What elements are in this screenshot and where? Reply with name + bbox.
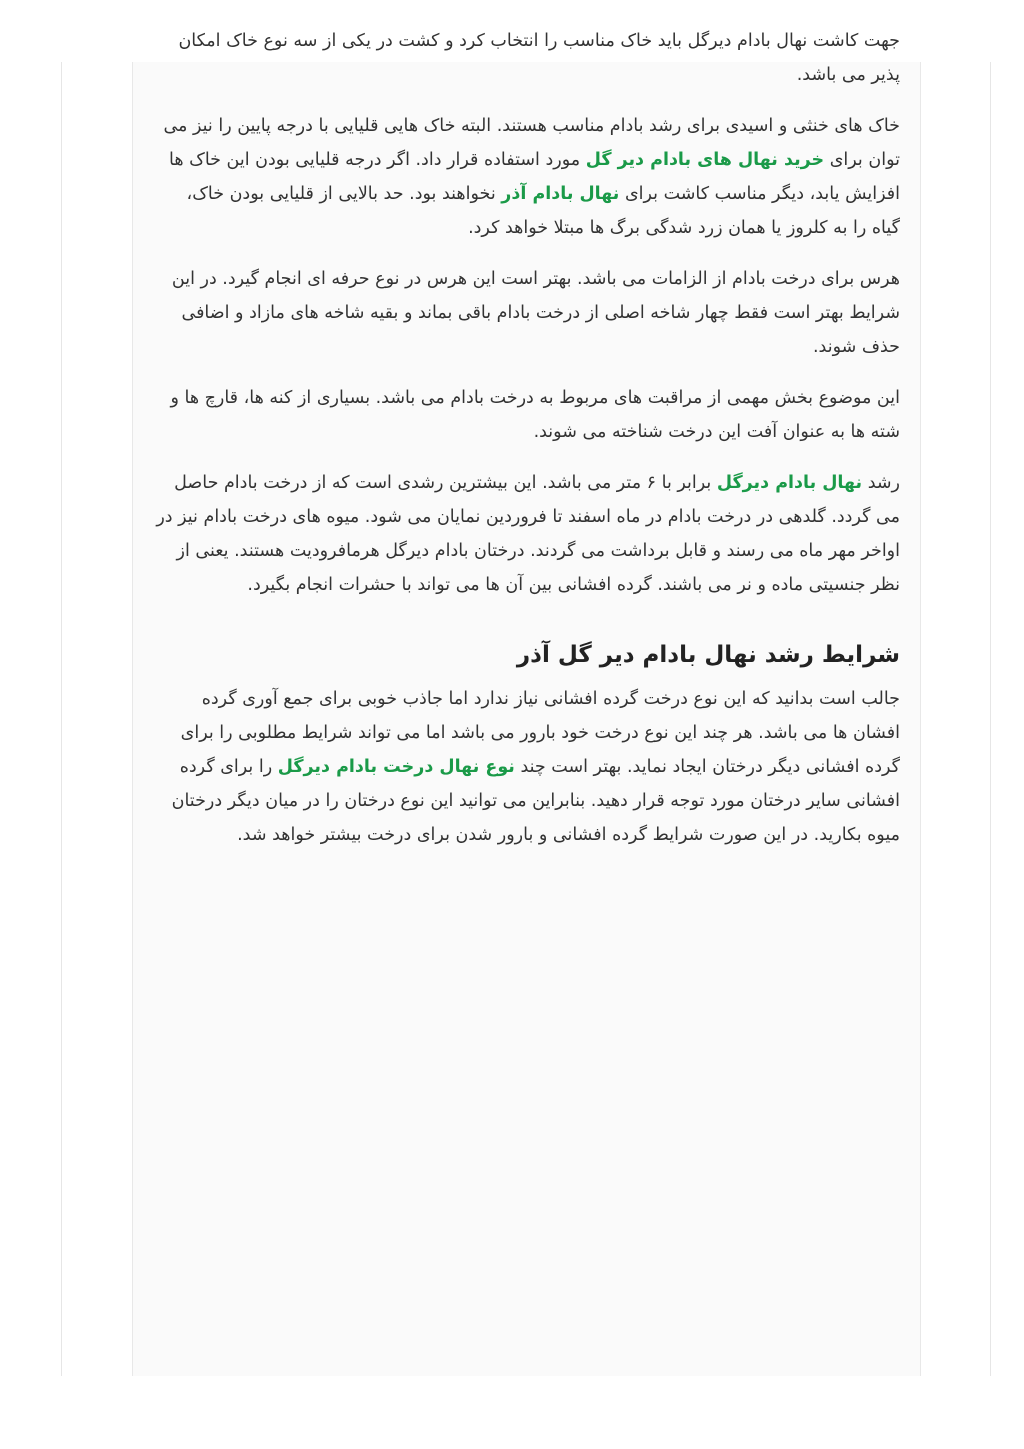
article-panel xyxy=(132,31,921,1376)
article-content xyxy=(153,24,900,869)
paragraph-text: جالب است بدانید که این نوع درخت گرده افشانی نیاز ندارد اما جاذب خوبی برای جمع آوری گرده افشان ها می باشد. هر چند این نوع درخت خود بارور می باشد اما می تواند شرایط مطلوبی را برای گرده افشانی دیگر درختان ایجاد نماید. بهتر است چند xyxy=(180,689,900,777)
paragraph-text: برابر با ۶ متر می باشد. این بیشترین رشدی است که از درخت بادام حاصل می گردد. گلدهی در درخت بادام در ماه اسفند تا فروردین نمایان می شود. میوه های درخت بادام نیز در اواخر مهر ماه می رسند و قابل برداشت می گردند. درختان بادام دیرگل هرمافرودیت هستند. یعنی از نظر جنسیتی ماده و نر می باشند. گرده افشانی بین آن ها می تواند با حشرات انجام بگیرد. xyxy=(156,473,900,595)
link-almond-azar-seedling[interactable]: نهال بادام آذر xyxy=(501,184,620,204)
link-late-blooming-almond-seedling[interactable]: نهال بادام دیرگل xyxy=(716,473,863,493)
paragraph-text: این موضوع بخش مهمی از مراقبت های مربوط به درخت بادام می باشد. بسیاری از کنه ها، قارچ ها و شته ها به عنوان آفت این درخت شناخته می شوند. xyxy=(170,388,900,442)
paragraph-pollination xyxy=(153,682,900,852)
paragraph-text: هرس برای درخت بادام از الزامات می باشد. بهتر است این هرس در نوع حرفه ای انجام گیرد. در این شرایط بهتر است فقط چهار شاخه اصلی از درخت بادام باقی بماند و بقیه شاخه های مازاد و اضافی حذف شوند. xyxy=(171,269,900,357)
paragraph-text: رشد xyxy=(862,473,900,493)
section-heading: شرایط رشد نهال بادام دیر گل آذر xyxy=(516,642,900,668)
paragraph-text: سه نوع خاک امکان پذیر می باشد. xyxy=(178,31,900,85)
paragraph-text: مورد استفاده قرار داد. اگر درجه قلیایی بودن این خاک ها افزایش یابد، دیگر مناسب کاشت برای xyxy=(169,150,900,204)
paragraph-pests xyxy=(153,381,900,449)
paragraph-pruning xyxy=(153,262,900,364)
paragraph-soil-intro xyxy=(153,24,900,92)
paragraph-growth xyxy=(153,466,900,602)
link-almond-tree-type[interactable]: نوع نهال درخت بادام دیرگل xyxy=(277,757,515,777)
link-buy-late-blooming-almond[interactable]: خرید نهال های بادام دیر گل xyxy=(585,150,825,170)
paragraph-text: را برای گرده افشانی سایر درختان مورد توجه قرار دهید. بنابراین می توانید این نوع درختان را در میان دیگر درختان میوه بکارید. در این صورت شرایط گرده افشانی و بارور شدن برای درخت بیشتر خواهد شد. xyxy=(171,757,900,845)
paragraph-text: خاک های خنثی و اسیدی برای رشد بادام مناسب هستند. البته خاک هایی قلیایی با درجه پایین را نیز می توان برای xyxy=(163,116,900,170)
paragraph-text: نخواهند بود. حد بالایی از قلیایی بودن خاک، گیاه را به کلروز یا همان زرد شدگی برگ ها مبتلا خواهد کرد. xyxy=(186,184,900,238)
paragraph-text: جهت کاشت نهال بادام دیرگل باید خاک مناسب را انتخاب کرد و کشت در یکی از xyxy=(323,31,900,51)
paragraph-soil-types xyxy=(153,109,900,245)
